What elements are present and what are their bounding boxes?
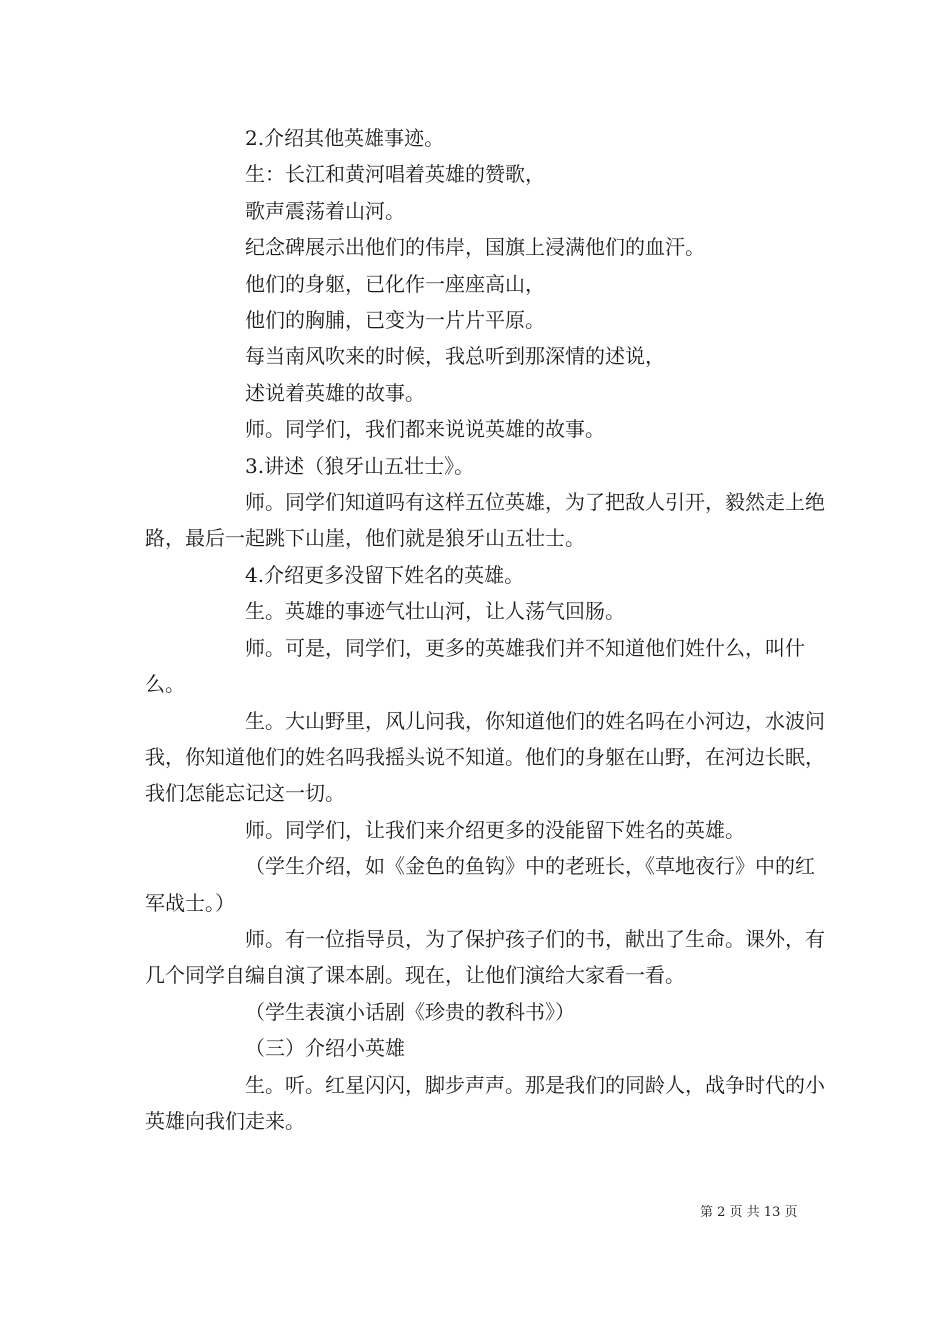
paragraph-11: 师。同学们知道吗有这样五位英雄，为了把敌人引开，毅然走上绝路，最后一起跳下山崖，他们就是狼牙山五壮士。: [145, 490, 825, 551]
paragraph-17: （学生介绍，如《金色的鱼钩》中的老班长，《草地夜行》中的红军战士。）: [145, 854, 815, 915]
paragraph-16: 师。同学们，让我们来介绍更多的没能留下姓名的英雄。: [245, 817, 745, 842]
paragraph-1: 2.介绍其他英雄事迹。: [245, 126, 445, 150]
paragraph-18: 师。有一位指导员，为了保护孩子们的书，献出了生命。课外，有几个同学自编自演了课本剧。现在，让他们演给大家看一看。: [145, 926, 825, 988]
paragraph-20: （三）介绍小英雄: [245, 1036, 405, 1061]
document-body: [145, 120, 825, 1139]
paragraph-8: 述说着英雄的故事。: [245, 380, 425, 405]
paragraph-6: 他们的胸脯，已变为一片片平原。: [245, 308, 545, 333]
paragraph-10: 3.讲述（狼牙山五壮士》。: [245, 453, 475, 478]
paragraph-21: 生。听。红星闪闪，脚步声声。那是我们的同龄人，战争时代的小英雄向我们走来。: [145, 1072, 825, 1133]
page-number-footer: 第 2 页 共 13 页: [700, 1205, 798, 1220]
paragraph-7: 每当南风吹来的时候，我总听到那深情的述说，: [245, 344, 665, 369]
paragraph-3: 歌声震荡着山河。: [245, 198, 405, 223]
paragraph-4: 纪念碑展示出他们的伟岸，国旗上浸满他们的血汗。: [245, 235, 705, 260]
paragraph-15: 生。大山野里，风儿问我，你知道他们的姓名吗在小河边，水波问我，你知道他们的姓名吗我摇头说不知道。他们的身躯在山野，在河边长眠，我们怎能忘记这一切。: [145, 708, 825, 806]
paragraph-2: 生：长江和黄河唱着英雄的赞歌，: [245, 162, 545, 187]
paragraph-12: 4.介绍更多没留下姓名的英雄。: [245, 562, 525, 587]
paragraph-5: 他们的身躯，已化作一座座高山，: [245, 271, 545, 296]
paragraph-14: 师。可是，同学们，更多的英雄我们并不知道他们姓什么，叫什么。: [145, 635, 805, 697]
paragraph-19: （学生表演小话剧《珍贵的教科书》）: [245, 999, 575, 1024]
paragraph-13: 生。英雄的事迹气壮山河，让人荡气回肠。: [245, 599, 625, 624]
paragraph-9: 师。同学们，我们都来说说英雄的故事。: [245, 417, 605, 442]
